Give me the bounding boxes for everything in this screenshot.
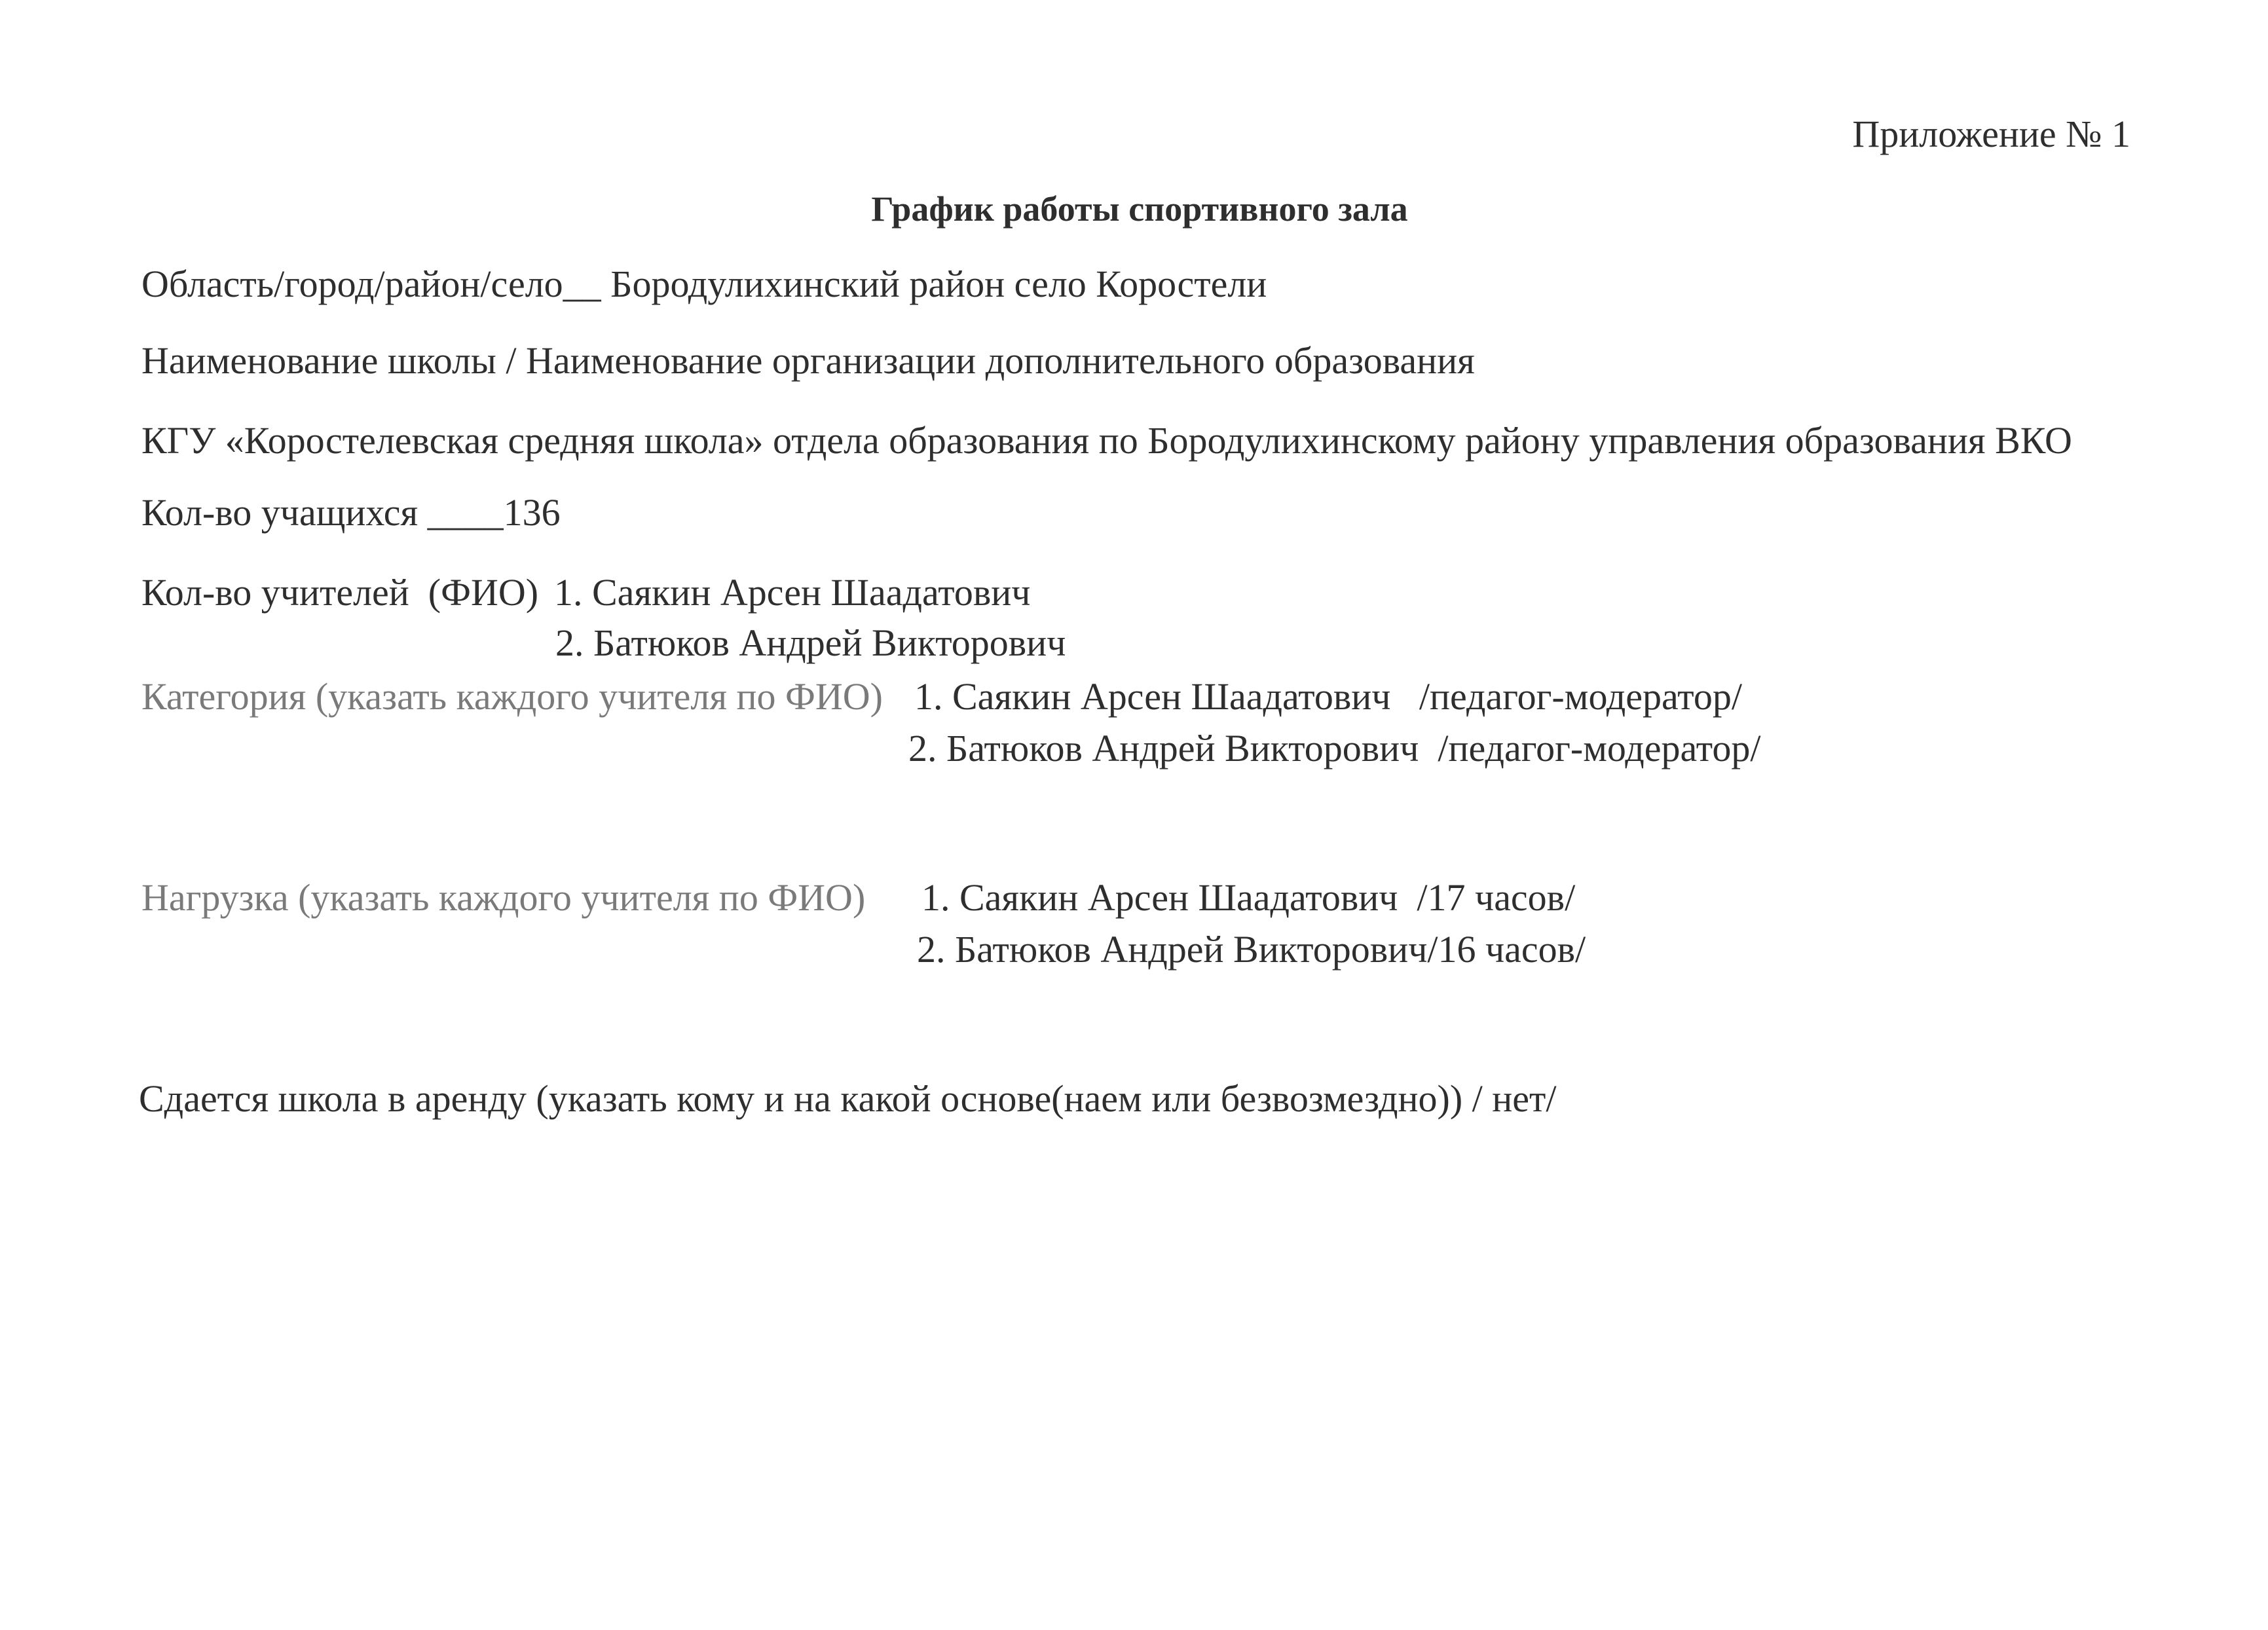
load-label: Нагрузка (указать каждого учителя по ФИО) [141,876,866,919]
teachers-label: Кол-во учителей (ФИО) [141,571,539,614]
region-line [141,265,1267,303]
load-item: 2. Батюков Андрей Викторович/16 часов/ [917,928,1586,971]
students-label: Кол-во учащихся ____ [141,491,504,534]
teacher-item: 1. Саякин Арсен Шаадатович [554,571,1031,614]
teacher-item: 2. Батюков Андрей Викторович [555,621,1066,664]
region-label: Область/город/район/село__ [141,263,601,305]
region-value: Бородулихинский район село Коростели [610,263,1267,305]
rent-line [139,1077,1557,1120]
students-count: 136 [503,491,561,534]
load-item: 1. Саякин Арсен Шаадатович /17 часов/ [921,876,1576,919]
category-label: Категория (указать каждого учителя по ФИО) [141,675,883,718]
school-name-label: Наименование школы / Наименование организации дополнительного образования [141,339,1475,382]
category-item: 1. Саякин Арсен Шаадатович /педагог-модератор/ [914,675,1742,718]
appendix-number: Приложение № 1 [1852,113,2130,155]
document-title: График работы спортивного зала [871,189,1408,229]
rent-value: / нет/ [1462,1077,1557,1120]
students-line [141,491,561,534]
rent-label: Сдается школа в аренду (указать кому и на какой основе(наем или безвозмездно)) [139,1077,1463,1120]
category-item: 2. Батюков Андрей Викторович /педагог-модератор/ [908,727,1761,769]
school-name: КГУ «Коростелевская средняя школа» отдела образования по Бородулихинскому району управления образования ВКО [141,419,2072,462]
